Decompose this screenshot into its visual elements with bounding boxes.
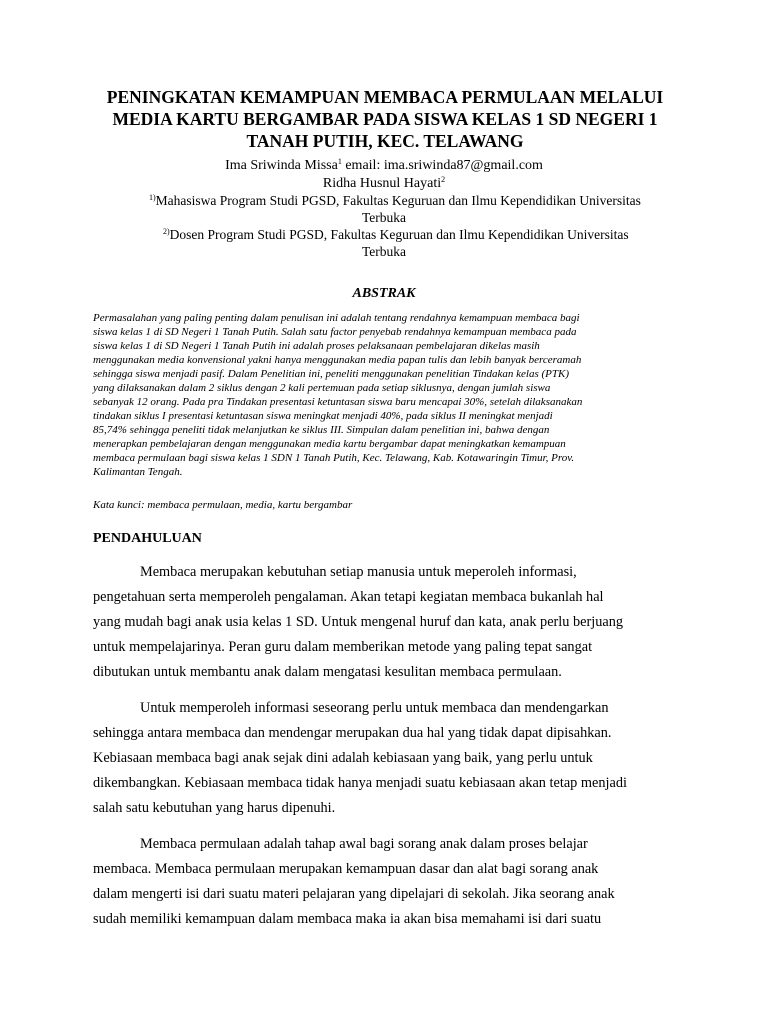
affiliation-1-mark: 1) bbox=[149, 193, 156, 202]
abstract-line: Kalimantan Tengah. bbox=[93, 466, 183, 478]
abstract-line: menerapkan pembelajaran dengan menggunakan media kartu bergambar dapat meningkatkan kemampuan bbox=[93, 438, 566, 450]
body-line: Membaca merupakan kebutuhan setiap manusia untuk meperoleh informasi, bbox=[140, 564, 577, 580]
abstract-line: yang dilaksanakan dalam 2 siklus dengan 2 kali pertemuan pada setiap siklusnya, dengan jumlah siswa bbox=[93, 382, 551, 394]
author-1-name: Ima Sriwinda Missa bbox=[225, 158, 338, 173]
keywords: Kata kunci: membaca permulaan, media, kartu bergambar bbox=[93, 499, 353, 511]
affiliation-2-line-2: Terbuka bbox=[361, 244, 407, 259]
body-line: sehingga antara membaca dan mendengar merupakan dua hal yang tidak dapat dipisahkan. bbox=[93, 725, 612, 741]
abstract-line: menggunakan media konvensional yakni hanya menggunakan media papan tulis dan lebih banyak berceramah bbox=[93, 354, 582, 366]
body-line: dalam mengerti isi dari suatu materi pelajaran yang dipelajari di sekolah. Jika seorang anak bbox=[93, 886, 615, 902]
body-line: Kebiasaan membaca bagi anak sejak dini adalah kebiasaan yang baik, yang perlu untuk bbox=[93, 750, 593, 766]
body-line: yang mudah bagi anak usia kelas 1 SD. Untuk mengenal huruf dan kata, anak perlu berjuang bbox=[93, 614, 624, 630]
section-heading: PENDAHULUAN bbox=[93, 531, 202, 546]
abstract-line: sebanyak 12 orang. Pada pra Tindakan presentasi ketuntasan siswa baru mencapai 30%, setelah dilaksanakan bbox=[93, 396, 583, 408]
abstract-line: siswa kelas 1 di SD Negeri 1 Tanah Putih ini adalah proses pelaksanaan pembelajaran dikelas masih bbox=[93, 340, 540, 352]
body-line: sudah memiliki kemampuan dalam membaca maka ia akan bisa memahami isi dari suatu bbox=[93, 911, 602, 927]
body-line: Membaca permulaan adalah tahap awal bagi sorang anak dalam proses belajar bbox=[140, 836, 588, 852]
abstract-line: tindakan siklus I presentasi ketuntasan siswa meningkat menjadi 40%, pada siklus II meningkat menjadi bbox=[93, 410, 553, 422]
affiliation-1 bbox=[149, 193, 641, 209]
paper-title: PENINGKATAN KEMAMPUAN MEMBACA PERMULAAN MELALUI MEDIA KARTU BERGAMBAR PADA SISWA KELAS 1 SD NEGERI 1 TANAH PUTIH, KEC. TELAWANG bbox=[106, 87, 664, 151]
body-line: salah satu kebutuhan yang harus dipenuhi. bbox=[93, 800, 336, 816]
body-line: Untuk memperoleh informasi seseorang perlu untuk membaca dan mendengarkan bbox=[140, 700, 609, 716]
affiliation-1-line-1: Mahasiswa Program Studi PGSD, Fakultas Keguruan dan Ilmu Kependidikan Universitas bbox=[155, 193, 641, 208]
author-line-1 bbox=[0, 158, 768, 174]
body-line: pengetahuan serta memperoleh pengalaman. Akan tetapi kegiatan membaca bukanlah hal bbox=[93, 589, 604, 605]
author-2-mark: 2 bbox=[441, 175, 446, 184]
abstract-line: membaca permulaan bagi siswa kelas 1 SDN 1 Tanah Putih, Kec. Telawang, Kab. Kotawaringin Timur, Prov. bbox=[93, 452, 575, 464]
abstract-heading: ABSTRAK bbox=[352, 286, 416, 301]
affiliation-2 bbox=[163, 227, 629, 243]
affiliation-2-line-1: Dosen Program Studi PGSD, Fakultas Keguruan dan Ilmu Kependidikan Universitas bbox=[169, 227, 629, 242]
abstract-line: 85,74% sehingga peneliti tidak melanjutkan ke siklus III. Simpulan dalam penelitian ini, bahwa dengan bbox=[93, 424, 550, 436]
author-1-email: email: ima.sriwinda87@gmail.com bbox=[341, 158, 543, 173]
author-2-name: Ridha Husnul Hayati bbox=[322, 176, 442, 191]
abstract-line: sehingga siswa menjadi pasif. Dalam Penelitian ini, peneliti menggunakan penelitian Tindakan kelas (PTK) bbox=[93, 368, 570, 380]
body-line: dikembangkan. Kebiasaan membaca tidak hanya menjadi suatu kebiasaan akan tetap menjadi bbox=[93, 775, 627, 791]
body-line: dibutukan untuk membantu anak dalam mengatasi kesulitan membaca permulaan. bbox=[93, 664, 562, 680]
author-line-2 bbox=[0, 176, 768, 192]
affiliation-1-line-2: Terbuka bbox=[361, 210, 407, 225]
body-line: untuk mempelajarinya. Peran guru dalam memberikan metode yang paling tepat sangat bbox=[93, 639, 593, 655]
author-1-mark: 1 bbox=[337, 157, 342, 166]
affiliation-2-mark: 2) bbox=[163, 227, 170, 236]
abstract-line: Permasalahan yang paling penting dalam penulisan ini adalah tentang rendahnya kemampuan membaca bagi bbox=[93, 312, 580, 324]
body-line: membaca. Membaca permulaan merupakan kemampuan dasar dan alat bagi sorang anak bbox=[93, 861, 599, 877]
abstract-line: siswa kelas 1 di SD Negeri 1 Tanah Putih. Salah satu factor penyebab rendahnya kemampuan membaca pada bbox=[93, 326, 577, 338]
